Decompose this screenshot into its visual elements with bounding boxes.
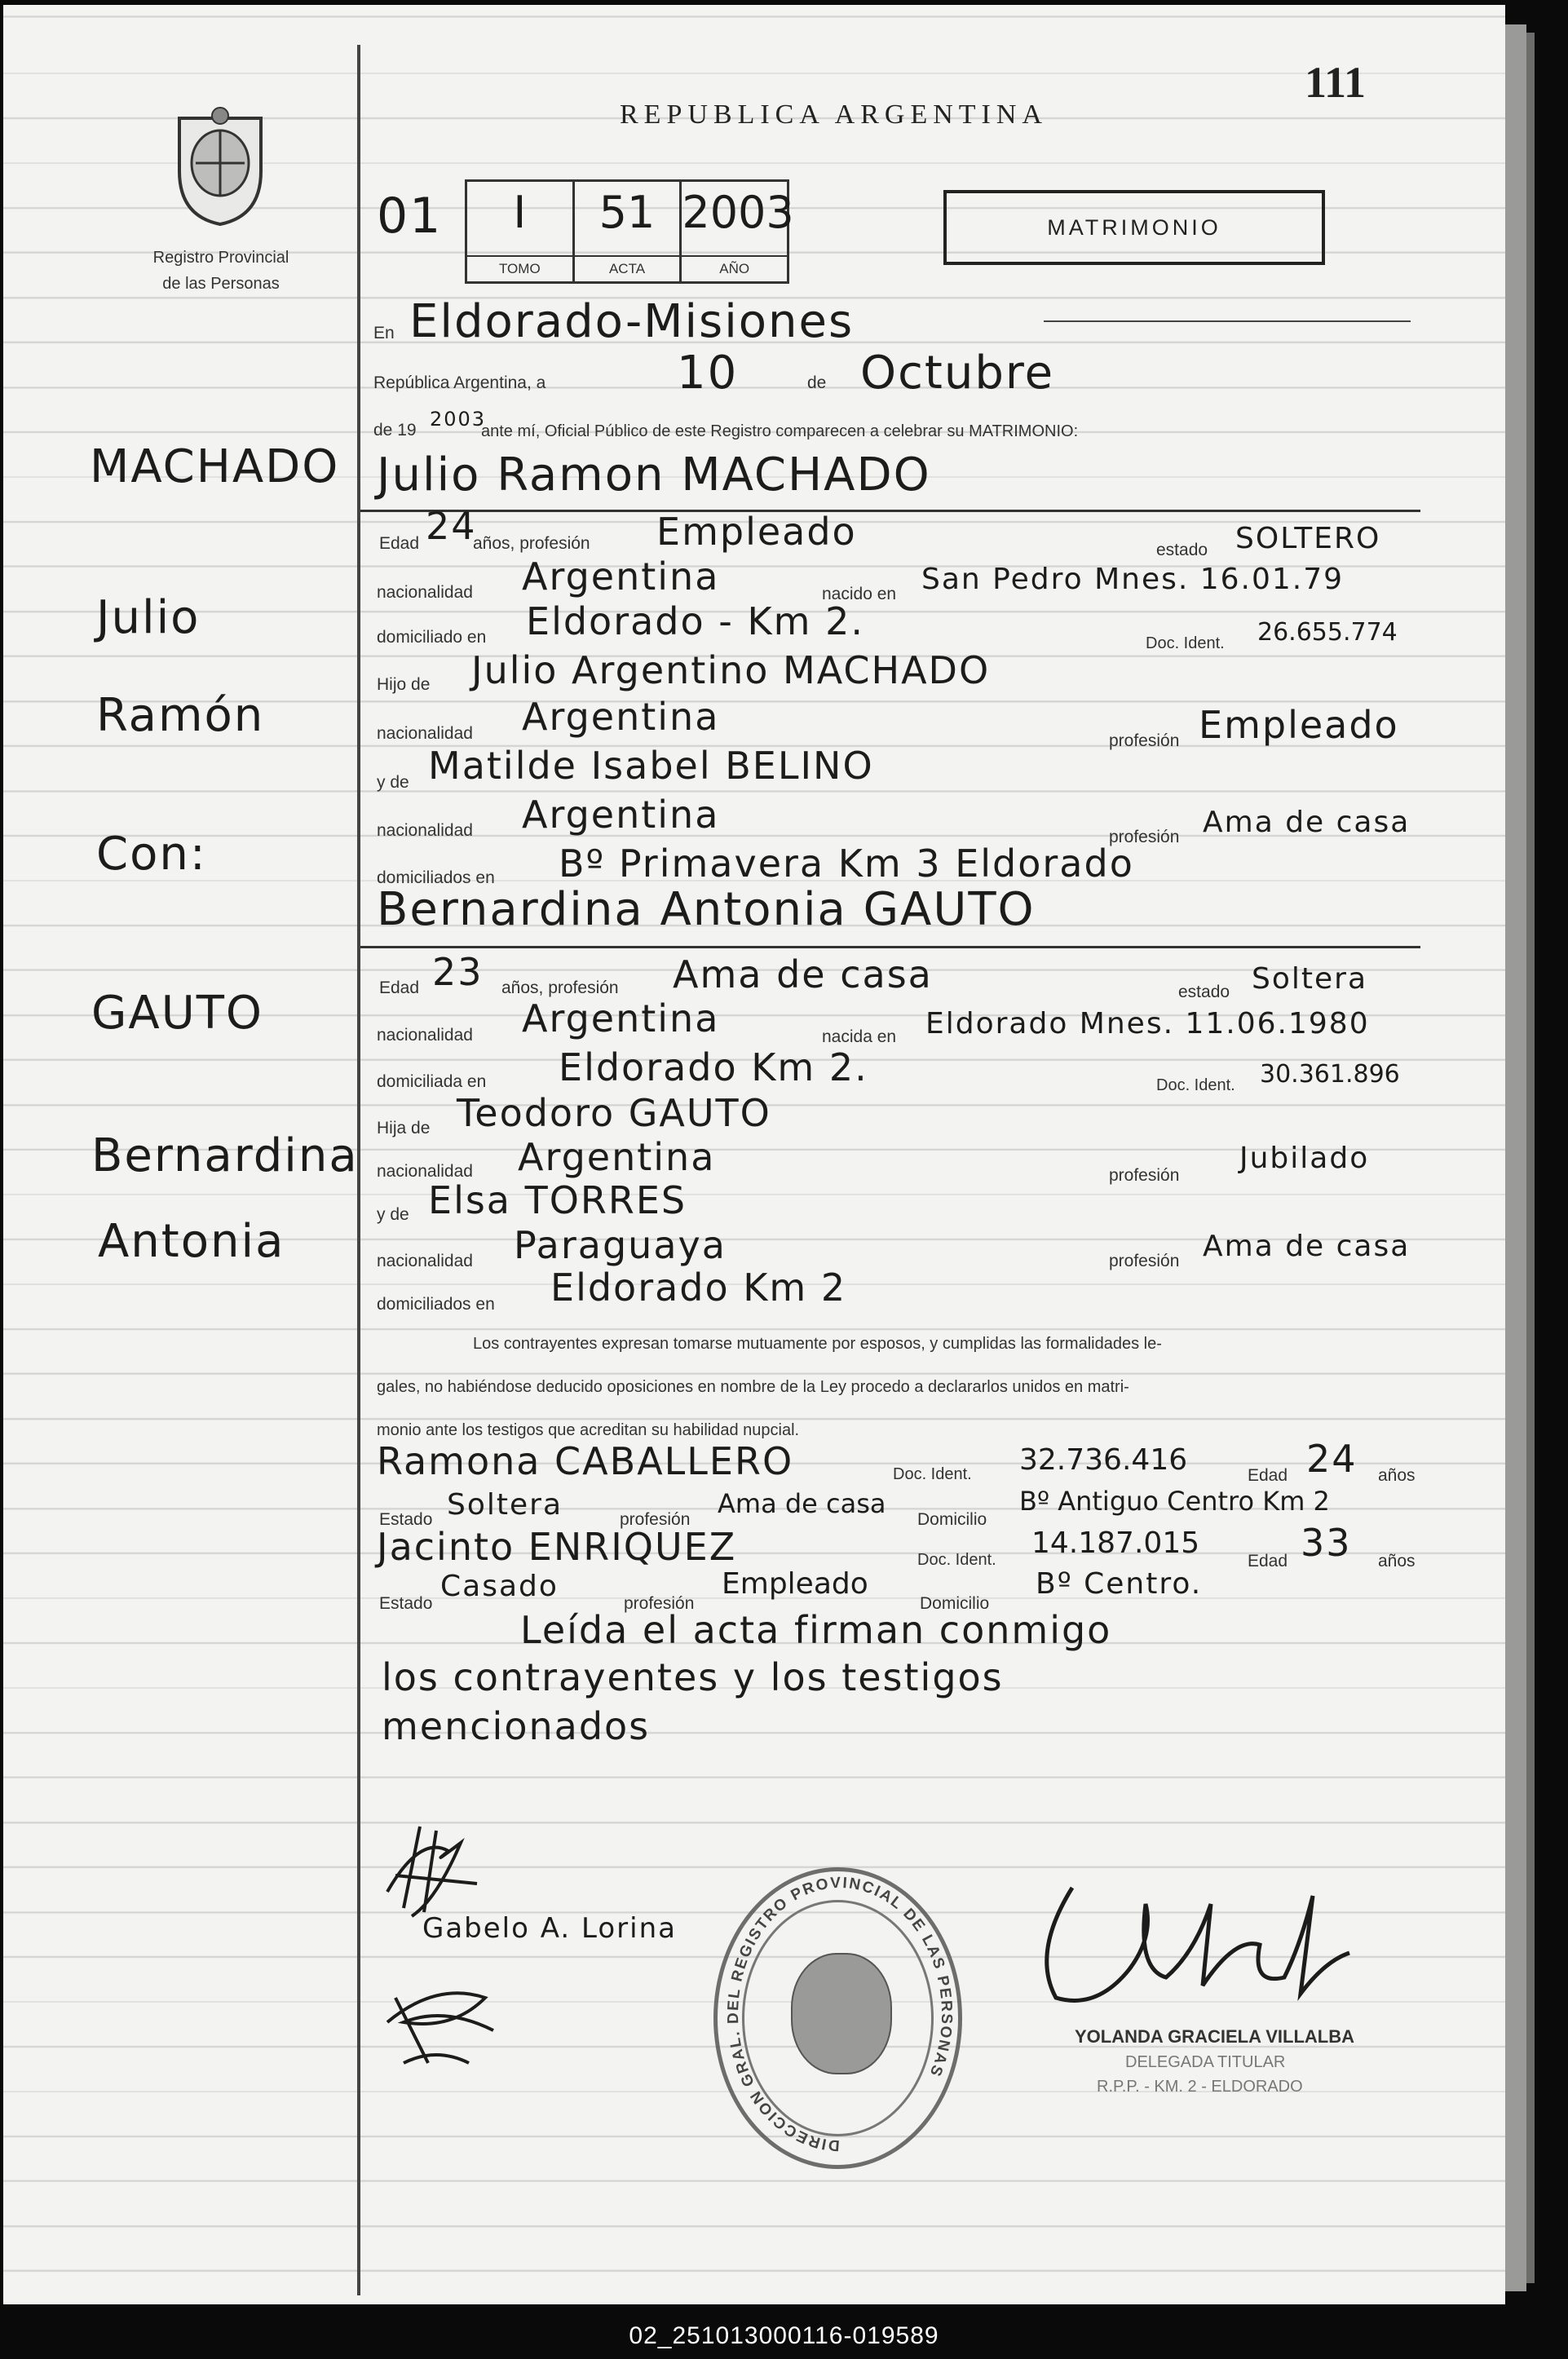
margin-note-first-name: Julio xyxy=(96,591,201,644)
groom-birth: San Pedro Mnes. 16.01.79 xyxy=(921,563,1345,596)
groom-name: Julio Ramon MACHADO xyxy=(377,448,931,501)
registry-name-line2: de las Personas xyxy=(162,275,280,293)
acta-value: 51 xyxy=(598,187,656,238)
bride-mother-nationality: Paraguaya xyxy=(514,1223,727,1267)
groom-nationality: Argentina xyxy=(522,554,720,599)
declaration-line-3: monio ante los testigos que acreditan su habilidad nupcial. xyxy=(377,1421,800,1439)
label-w1-estado: Estado xyxy=(379,1510,433,1529)
label-en: En xyxy=(373,324,395,342)
acta-label: ACTA xyxy=(575,255,680,281)
groom-status: SOLTERO xyxy=(1235,522,1381,555)
closing-line-2: los contrayentes y los testigos xyxy=(382,1655,1004,1699)
signature-name: Gabelo A. Lorina xyxy=(422,1912,677,1945)
label-de: de xyxy=(807,373,827,392)
label-nacido-en: nacido en xyxy=(822,585,897,603)
label-w2-edad: Edad xyxy=(1248,1552,1288,1570)
seal-text-path: DIRECCION GRAL. DEL REGISTRO PROVINCIAL DE LAS PERSONAS xyxy=(724,1875,956,2154)
bride-parents-address: Eldorado Km 2 xyxy=(550,1266,847,1310)
witness2-address: Bº Centro. xyxy=(1036,1567,1203,1601)
groom-age: 24 xyxy=(426,504,477,548)
year-value: 2003 xyxy=(682,187,794,238)
book-edge xyxy=(1505,24,1526,2291)
label-nacionalidad-father: nacionalidad xyxy=(377,724,473,743)
closing-line-1: Leída el acta firman conmigo xyxy=(520,1608,1112,1652)
label-profesion-bmother: profesión xyxy=(1109,1252,1180,1270)
label-comparecen: ante mí, Oficial Público de este Registro comparecen a celebrar su MATRIMONIO: xyxy=(481,422,1079,440)
margin-note-con: Con: xyxy=(96,828,207,881)
tomo-label: TOMO xyxy=(467,255,572,281)
witness2-name: Jacinto ENRIQUEZ xyxy=(377,1525,737,1569)
groom-mother-profession: Ama de casa xyxy=(1203,806,1411,839)
tomo-box xyxy=(467,182,575,281)
closing-line-3: mencionados xyxy=(382,1704,651,1748)
groom-father-nationality: Argentina xyxy=(522,695,720,739)
witness2-profession: Empleado xyxy=(722,1567,868,1601)
label-w2-estado: Estado xyxy=(379,1594,433,1613)
label-doc-ident: Doc. Ident. xyxy=(1146,634,1225,652)
label-nacida-en: nacida en xyxy=(822,1027,897,1046)
label-w1-profesion: profesión xyxy=(620,1510,691,1529)
groom-father-profession: Empleado xyxy=(1199,703,1399,747)
bride-doc: 30.361.896 xyxy=(1260,1060,1400,1089)
label-w2-domicilio: Domicilio xyxy=(920,1594,990,1613)
record-prefix: 01 xyxy=(377,188,443,245)
contracting-signature-scribbles xyxy=(371,1818,550,2079)
bride-mother: Elsa TORRES xyxy=(428,1178,687,1222)
label-w2-doc: Doc. Ident. xyxy=(917,1551,996,1569)
year-label: AÑO xyxy=(682,255,787,281)
bride-address: Eldorado Km 2. xyxy=(559,1045,868,1089)
witness1-doc: 32.736.416 xyxy=(1019,1443,1188,1477)
acta-box xyxy=(575,182,682,281)
act-type-box: MATRIMONIO xyxy=(943,190,1325,265)
label-nacionalidad-bfather: nacionalidad xyxy=(377,1162,473,1181)
label-nacionalidad: nacionalidad xyxy=(377,583,473,602)
official-office: R.P.P. - KM. 2 - ELDORADO xyxy=(1097,2078,1303,2096)
label-doc-ident-bride: Doc. Ident. xyxy=(1156,1076,1235,1094)
label-domiciliado: domiciliado en xyxy=(377,628,487,647)
bride-mother-profession: Ama de casa xyxy=(1203,1230,1411,1263)
label-year-prefix: de 19 xyxy=(373,421,417,440)
label-estado: estado xyxy=(1156,541,1208,559)
label-nacionalidad-bmother: nacionalidad xyxy=(377,1252,473,1270)
bride-profession: Ama de casa xyxy=(673,952,933,996)
label-profesion: años, profesión xyxy=(473,534,590,553)
record-number-boxes xyxy=(465,179,794,284)
seal-lettering xyxy=(722,1875,958,2161)
label-hijo-de: Hijo de xyxy=(377,675,431,694)
svg-text:DIRECCION GRAL. DEL REGISTRO P xyxy=(725,1875,955,2154)
groom-mother-nationality: Argentina xyxy=(522,793,720,837)
year-box xyxy=(682,182,794,281)
bride-nationality: Argentina xyxy=(522,996,720,1040)
bride-father: Teodoro GAUTO xyxy=(457,1091,771,1135)
label-w1-doc: Doc. Ident. xyxy=(893,1465,972,1483)
official-name: YOLANDA GRACIELA VILLALBA xyxy=(1075,2026,1355,2047)
margin-note-bride-name: Bernardina xyxy=(91,1129,359,1182)
label-profesion-father: profesión xyxy=(1109,731,1180,750)
label-edad-bride: Edad xyxy=(379,978,420,997)
bride-birth: Eldorado Mnes. 11.06.1980 xyxy=(925,1007,1370,1040)
registry-name-line1: Registro Provincial xyxy=(152,249,289,267)
groom-address: Eldorado - Km 2. xyxy=(526,599,864,643)
coat-of-arms-emblem xyxy=(163,106,277,228)
label-w2-anos: años xyxy=(1378,1552,1416,1570)
margin-note-bride-second-name: Antonia xyxy=(98,1215,285,1268)
bride-father-nationality: Argentina xyxy=(518,1135,716,1179)
tomo-value: I xyxy=(513,187,527,238)
label-nacionalidad-bride: nacionalidad xyxy=(377,1026,473,1045)
margin-note-surname: MACHADO xyxy=(90,440,340,493)
ceremony-day: 10 xyxy=(677,347,739,400)
official-signature xyxy=(1023,1855,1382,2018)
margin-note-bride-surname: GAUTO xyxy=(91,987,263,1040)
label-domiciliada: domiciliada en xyxy=(377,1072,487,1091)
witness2-age: 33 xyxy=(1301,1521,1352,1565)
label-estado-bride: estado xyxy=(1178,983,1230,1001)
witness2-status: Casado xyxy=(440,1570,559,1603)
bride-name: Bernardina Antonia GAUTO xyxy=(377,883,1036,936)
official-title: DELEGADA TITULAR xyxy=(1125,2053,1286,2071)
witness1-profession: Ama de casa xyxy=(718,1488,886,1519)
ceremony-year: 2003 xyxy=(430,408,487,431)
witness1-address: Bº Antiguo Centro Km 2 xyxy=(1019,1486,1330,1517)
bride-father-profession: Jubilado xyxy=(1239,1142,1370,1175)
groom-mother: Matilde Isabel BELINO xyxy=(428,744,874,788)
label-domiciliados-bride: domiciliados en xyxy=(377,1295,495,1314)
declaration-line-1: Los contrayentes expresan tomarse mutuamente por esposos, y cumplidas las formalidades le- xyxy=(473,1335,1162,1353)
groom-parents-address: Bº Primavera Km 3 Eldorado xyxy=(559,842,1134,886)
witness1-status: Soltera xyxy=(447,1488,563,1522)
label-w1-domicilio: Domicilio xyxy=(917,1510,987,1529)
label-w1-anos: años xyxy=(1378,1466,1416,1485)
groom-profession: Empleado xyxy=(656,510,857,554)
label-y-de: y de xyxy=(377,773,409,792)
label-republica: República Argentina, a xyxy=(373,373,546,392)
groom-doc: 26.655.774 xyxy=(1257,618,1398,647)
declaration-line-2: gales, no habiéndose deducido oposiciones en nombre de la Ley procedo a declararlos unidos en matri- xyxy=(377,1378,1129,1396)
witness1-name: Ramona CABALLERO xyxy=(377,1439,794,1483)
witness2-doc: 14.187.015 xyxy=(1031,1526,1200,1560)
book-edge-shadow xyxy=(1526,33,1535,2283)
ceremony-month: Octubre xyxy=(860,347,1055,400)
margin-note-second-name: Ramón xyxy=(96,689,265,742)
country-heading: REPUBLICA ARGENTINA xyxy=(620,99,1048,130)
label-y-de-bride: y de xyxy=(377,1205,409,1224)
groom-father: Julio Argentino MACHADO xyxy=(471,648,991,692)
label-w1-edad: Edad xyxy=(1248,1466,1288,1485)
label-domiciliados: domiciliados en xyxy=(377,868,495,887)
label-profesion-bfather: profesión xyxy=(1109,1166,1180,1185)
folio-number: 111 xyxy=(1305,58,1367,107)
label-edad: Edad xyxy=(379,534,420,553)
image-caption: 02_251013000116-019589 xyxy=(629,2322,939,2349)
ceremony-place: Eldorado-Misiones xyxy=(409,295,855,348)
bride-age: 23 xyxy=(432,950,484,994)
label-profesion-mother: profesión xyxy=(1109,828,1180,846)
label-hija-de: Hija de xyxy=(377,1119,431,1138)
label-profesion-bride: años, profesión xyxy=(501,978,619,997)
witness1-age: 24 xyxy=(1306,1437,1358,1481)
label-w2-profesion: profesión xyxy=(624,1594,695,1613)
label-nacionalidad-mother: nacionalidad xyxy=(377,821,473,840)
bride-status: Soltera xyxy=(1252,962,1368,996)
